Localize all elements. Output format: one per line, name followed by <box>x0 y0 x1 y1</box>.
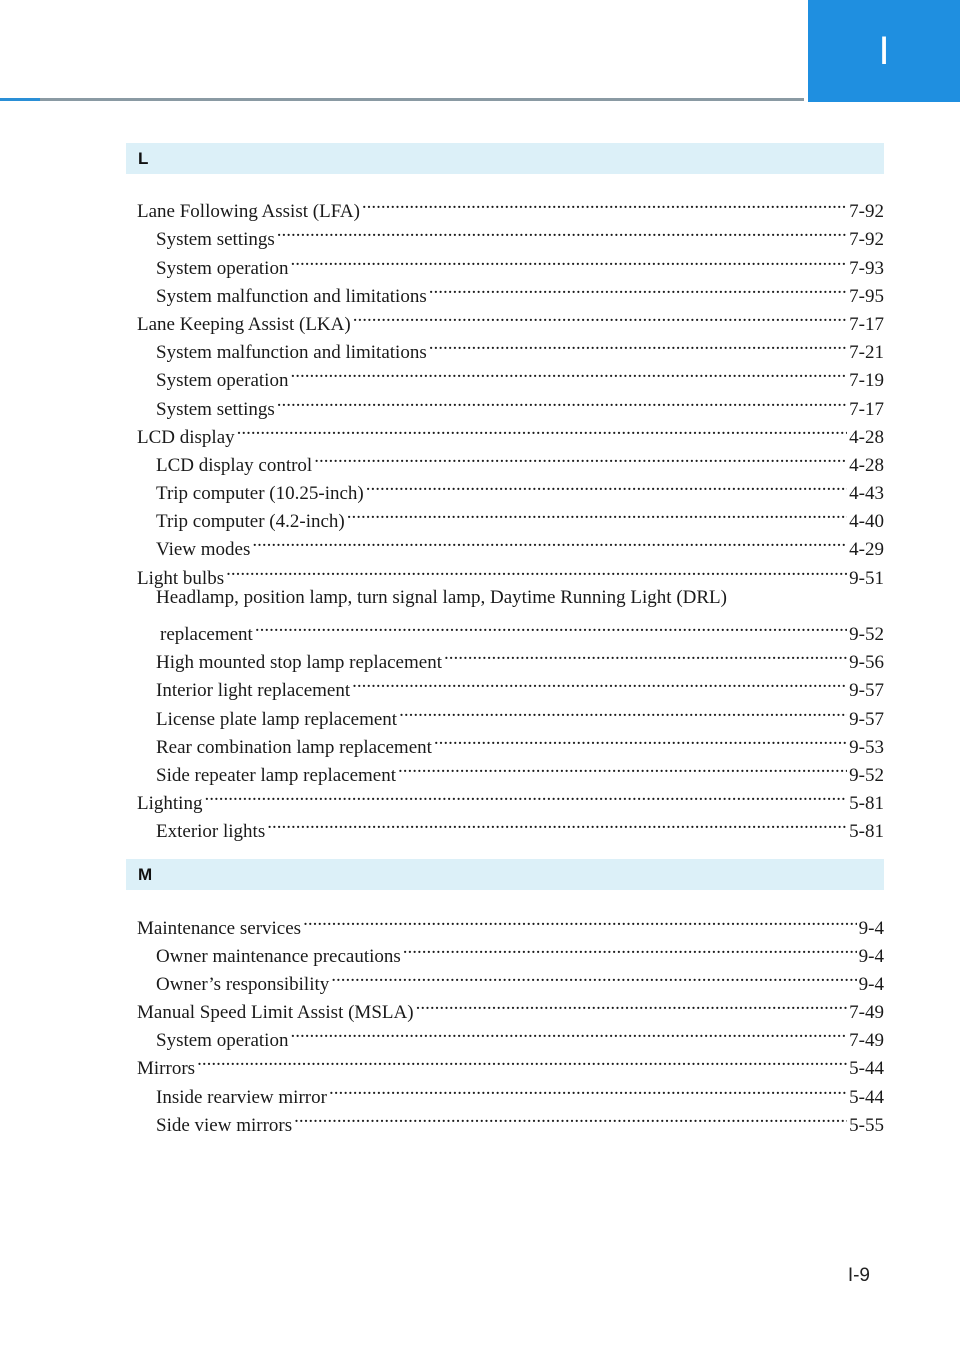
index-entry-page: 7-49 <box>849 1002 884 1024</box>
index-entry-text: License plate lamp replacement <box>156 708 398 730</box>
page-number: I-9 <box>847 1265 870 1286</box>
index-entry-text: Inside rearview mirror <box>156 1086 327 1108</box>
index-entry-list <box>126 905 884 1136</box>
dot-leader <box>226 555 847 583</box>
index-entry-page: 9-51 <box>849 567 884 589</box>
index-entry-text: Owner maintenance precautions <box>156 945 401 967</box>
header-rule <box>0 98 804 101</box>
dot-leader <box>252 527 847 555</box>
index-entry-text: Interior light replacement <box>156 680 351 702</box>
dot-leader <box>352 668 847 696</box>
index-entry-page: 4-43 <box>849 483 884 505</box>
dot-leader <box>204 781 847 809</box>
index-entry-page: 9-57 <box>849 708 884 730</box>
index-entry-page: 7-17 <box>849 398 884 420</box>
dot-leader <box>398 753 847 781</box>
index-entry-text: Exterior lights <box>156 821 266 843</box>
index-entry-page: 7-21 <box>849 342 884 364</box>
index-content <box>126 143 884 1153</box>
index-entry[interactable] <box>126 1074 884 1108</box>
index-entry[interactable] <box>126 189 884 223</box>
index-entry-text: Mirrors <box>137 1058 196 1080</box>
index-entry-page: 7-95 <box>849 285 884 307</box>
dot-leader <box>429 330 847 358</box>
index-entry-text: LCD display control <box>156 454 313 476</box>
dot-leader <box>434 725 847 753</box>
index-entry-page: 5-55 <box>849 1114 884 1136</box>
index-entry-text: Lane Following Assist (LFA) <box>137 201 360 223</box>
index-entry-page: 4-29 <box>849 539 884 561</box>
index-section-m <box>126 859 884 1136</box>
index-entry-text: System operation <box>156 370 289 392</box>
index-entry[interactable] <box>126 555 884 589</box>
dot-leader <box>277 217 847 245</box>
dot-leader <box>399 696 847 724</box>
dot-leader <box>366 471 847 499</box>
dot-leader <box>267 809 847 837</box>
index-entry-page: 9-52 <box>849 624 884 645</box>
index-entry-text: replacement <box>160 624 253 645</box>
index-entry-page: 9-4 <box>858 973 884 995</box>
index-entry-text: Lighting <box>137 793 203 815</box>
index-entry-list <box>126 189 884 843</box>
dot-leader <box>416 990 848 1018</box>
dot-leader <box>314 443 847 471</box>
index-entry-text: Maintenance services <box>137 917 302 939</box>
index-entry[interactable] <box>126 612 884 645</box>
index-entry-page: 9-53 <box>849 736 884 758</box>
index-entry-page: 7-92 <box>849 201 884 223</box>
dot-leader <box>403 934 857 962</box>
index-entry-text: System operation <box>156 257 289 279</box>
index-entry-page: 9-57 <box>849 680 884 702</box>
index-entry[interactable] <box>126 1046 884 1080</box>
index-entry-page: 4-28 <box>849 454 884 476</box>
index-entry[interactable] <box>126 905 884 939</box>
header-rule-accent <box>0 98 40 101</box>
dot-leader <box>347 499 847 527</box>
index-entry-page: 5-81 <box>849 821 884 843</box>
index-entry-text: System settings <box>156 229 275 251</box>
index-entry-text: System settings <box>156 398 275 420</box>
index-entry-text: Trip computer (4.2-inch) <box>156 511 345 533</box>
index-entry-text: Rear combination lamp replacement <box>156 736 432 758</box>
index-entry-text: Light bulbs <box>137 567 225 589</box>
section-header: M <box>126 859 884 890</box>
dot-leader <box>255 612 847 640</box>
index-entry-page: 4-40 <box>849 511 884 533</box>
chapter-tab <box>808 0 960 102</box>
index-entry-page: 7-17 <box>849 313 884 335</box>
index-entry-page: 9-4 <box>858 917 884 939</box>
dot-leader <box>237 415 848 443</box>
dot-leader <box>277 386 847 414</box>
dot-leader <box>303 905 857 933</box>
index-entry-page: 9-4 <box>858 945 884 967</box>
index-entry[interactable] <box>126 443 884 476</box>
index-entry-text: LCD display <box>137 426 235 448</box>
index-entry[interactable] <box>126 781 884 815</box>
section-header: L <box>126 143 884 174</box>
index-entry-page: 9-56 <box>849 652 884 674</box>
dot-leader <box>197 1046 847 1074</box>
dot-leader <box>290 1018 847 1046</box>
index-entry-text: Headlamp, position lamp, turn signal lamp, Daytime Running Light (DRL) <box>156 586 727 608</box>
dot-leader <box>331 962 856 990</box>
index-entry-page: 7-49 <box>849 1030 884 1052</box>
chapter-tab-label: I <box>878 28 890 73</box>
index-entry-text: High mounted stop lamp replacement <box>156 652 442 674</box>
index-entry-page: 5-44 <box>849 1058 884 1080</box>
dot-leader <box>444 640 847 668</box>
index-entry-page: 7-93 <box>849 257 884 279</box>
dot-leader <box>329 1074 847 1102</box>
index-entry-text: Side repeater lamp replacement <box>156 764 397 786</box>
dot-leader <box>353 302 847 330</box>
index-entry-page: 7-92 <box>849 229 884 251</box>
index-entry-page: 5-81 <box>849 793 884 815</box>
index-entry[interactable] <box>126 809 884 843</box>
index-entry-page: 7-19 <box>849 370 884 392</box>
index-entry-text: Owner’s responsibility <box>156 973 330 995</box>
index-section-l <box>126 143 884 843</box>
index-entry-text: View modes <box>156 539 251 561</box>
index-entry-text: System operation <box>156 1030 289 1052</box>
dot-leader <box>290 358 847 386</box>
index-entry-text: Side view mirrors <box>156 1114 293 1136</box>
dot-leader <box>290 245 847 273</box>
index-entry-text: Manual Speed Limit Assist (MSLA) <box>137 1002 414 1024</box>
dot-leader <box>362 189 847 217</box>
index-entry-text: System malfunction and limitations <box>156 342 427 364</box>
index-entry-page: 9-52 <box>849 764 884 786</box>
dot-leader <box>294 1103 847 1131</box>
dot-leader <box>429 274 847 302</box>
index-entry-page: 4-28 <box>849 426 884 448</box>
index-entry-text: System malfunction and limitations <box>156 285 427 307</box>
index-entry-text: Lane Keeping Assist (LKA) <box>137 313 351 335</box>
index-entry-page: 5-44 <box>849 1086 884 1108</box>
index-entry[interactable] <box>126 584 884 612</box>
index-entry-text: Trip computer (10.25-inch) <box>156 483 364 505</box>
index-entry[interactable] <box>126 415 884 448</box>
